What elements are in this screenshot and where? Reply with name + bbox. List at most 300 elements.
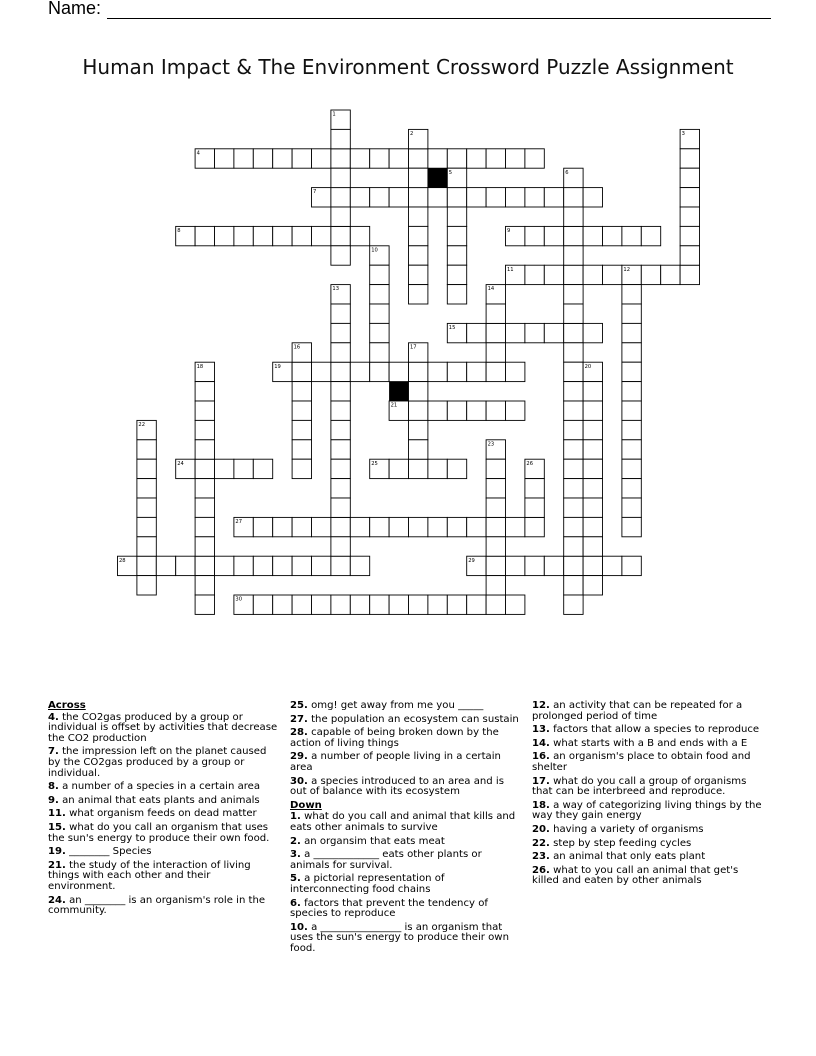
clue-number: 16. (532, 751, 550, 763)
grid-cell[interactable] (486, 323, 505, 342)
clue-text: the CO2gas produced by a group or individual is offset by activities that decrease the CO2 production (48, 711, 278, 744)
grid-cell[interactable] (680, 207, 699, 226)
grid-cell[interactable] (331, 362, 350, 381)
grid-cell[interactable] (583, 401, 602, 420)
grid-cell[interactable] (215, 459, 234, 478)
grid-cell[interactable] (370, 343, 389, 362)
clue-text: the study of the interaction of living things with each other and their environment. (48, 859, 251, 892)
grid-cell[interactable] (544, 323, 563, 342)
grid-cell[interactable] (583, 382, 602, 401)
grid-cell[interactable] (564, 576, 583, 595)
grid-cell[interactable] (622, 304, 641, 323)
grid-cell[interactable] (583, 420, 602, 439)
grid-cell[interactable] (447, 401, 466, 420)
name-label: Name: (48, 0, 102, 18)
grid-cell[interactable] (486, 188, 505, 207)
clue-number-24: 24 (177, 460, 184, 467)
grid-cell[interactable] (525, 188, 544, 207)
grid-cell[interactable] (564, 188, 583, 207)
grid-cell[interactable] (583, 459, 602, 478)
clue-text: an organism's place to obtain food and shelter (532, 751, 751, 773)
grid-cell[interactable] (409, 517, 428, 536)
grid-cell[interactable] (583, 226, 602, 245)
grid-cell[interactable] (331, 343, 350, 362)
clue-number-13: 13 (332, 286, 340, 293)
grid-cell[interactable] (370, 285, 389, 304)
grid-cell[interactable] (564, 517, 583, 536)
grid-cell[interactable] (195, 517, 214, 536)
grid-cell[interactable] (331, 168, 350, 187)
grid-cell[interactable] (486, 401, 505, 420)
clue-number: 20. (532, 823, 550, 835)
grid-cell[interactable] (467, 362, 486, 381)
grid-cell[interactable] (564, 246, 583, 265)
grid-cell[interactable] (486, 595, 505, 614)
grid-cell[interactable] (370, 517, 389, 536)
grid-cell[interactable] (195, 479, 214, 498)
grid-cell[interactable] (350, 149, 369, 168)
grid-cell[interactable] (622, 440, 641, 459)
grid-cell[interactable] (195, 556, 214, 575)
grid-cell[interactable] (389, 595, 408, 614)
grid-cell[interactable] (428, 401, 447, 420)
grid-cell[interactable] (680, 149, 699, 168)
grid-cell[interactable] (583, 188, 602, 207)
grid-cell[interactable] (525, 498, 544, 517)
grid-cell[interactable] (273, 556, 292, 575)
grid-cell[interactable] (215, 149, 234, 168)
grid-cell[interactable] (370, 362, 389, 381)
grid-cell[interactable] (253, 459, 272, 478)
clue-number-17: 17 (410, 344, 417, 351)
grid-cell[interactable] (564, 382, 583, 401)
grid-cell[interactable] (525, 226, 544, 245)
grid-cell[interactable] (622, 382, 641, 401)
grid-cell[interactable] (564, 304, 583, 323)
grid-cell[interactable] (370, 595, 389, 614)
clue-number: 13. (532, 724, 550, 736)
grid-cell[interactable] (622, 420, 641, 439)
grid-cell[interactable] (486, 498, 505, 517)
clue-text: the impression left on the planet caused by the CO2gas produced by a group or individual. (48, 746, 267, 779)
grid-cell[interactable] (137, 498, 156, 517)
clue-number-23: 23 (487, 441, 495, 448)
grid-cell[interactable] (370, 323, 389, 342)
grid-cell[interactable] (195, 595, 214, 614)
down-clue (290, 923, 522, 955)
grid-cell[interactable] (331, 226, 350, 245)
grid-cell[interactable] (564, 479, 583, 498)
grid-cell[interactable] (409, 420, 428, 439)
clue-number-14: 14 (487, 286, 495, 293)
grid-cell[interactable] (292, 382, 311, 401)
grid-cell[interactable] (409, 226, 428, 245)
grid-cell[interactable] (350, 226, 369, 245)
grid-cell[interactable] (176, 556, 195, 575)
grid-cell[interactable] (564, 537, 583, 556)
grid-cell[interactable] (292, 440, 311, 459)
grid-cell[interactable] (312, 149, 331, 168)
grid-cell[interactable] (506, 556, 525, 575)
grid-cell[interactable] (389, 149, 408, 168)
grid-cell[interactable] (350, 517, 369, 536)
grid-cell[interactable] (331, 556, 350, 575)
grid-cell[interactable] (603, 556, 622, 575)
grid-cell[interactable] (137, 440, 156, 459)
grid-cell[interactable] (409, 595, 428, 614)
grid-cell[interactable] (486, 459, 505, 478)
grid-cell[interactable] (389, 517, 408, 536)
clue-text: omg! get away from me you _____ (307, 700, 484, 711)
grid-cell[interactable] (195, 459, 214, 478)
grid-cell[interactable] (370, 265, 389, 284)
grid-cell[interactable] (525, 517, 544, 536)
grid-cell[interactable] (583, 517, 602, 536)
grid-cell[interactable] (525, 556, 544, 575)
grid-cell[interactable] (234, 226, 253, 245)
clue-number-16: 16 (293, 344, 301, 351)
grid-cell[interactable] (486, 556, 505, 575)
grid-cell[interactable] (312, 362, 331, 381)
grid-cell[interactable] (447, 595, 466, 614)
grid-cell[interactable] (428, 362, 447, 381)
grid-cell[interactable] (603, 226, 622, 245)
grid-cell[interactable] (447, 188, 466, 207)
grid-cell[interactable] (389, 459, 408, 478)
grid-cell[interactable] (564, 226, 583, 245)
grid-cell[interactable] (292, 459, 311, 478)
clue-number: 6. (290, 897, 301, 909)
grid-cell[interactable] (273, 517, 292, 536)
grid-cell[interactable] (350, 595, 369, 614)
clue-number: 1. (290, 811, 301, 823)
grid-cell[interactable] (622, 226, 641, 245)
grid-cell[interactable] (409, 246, 428, 265)
grid-cell[interactable] (292, 556, 311, 575)
clue-text: a species introduced to an area and is out of balance with its ecosystem (290, 775, 504, 798)
grid-cell[interactable] (370, 188, 389, 207)
grid-cell[interactable] (564, 323, 583, 342)
clue-number-28: 28 (119, 557, 126, 564)
clue-number-22: 22 (138, 422, 146, 428)
grid-cell[interactable] (583, 440, 602, 459)
grid-cell[interactable] (564, 343, 583, 362)
grid-cell[interactable] (680, 265, 699, 284)
grid-cell[interactable] (447, 207, 466, 226)
clue-number: 15. (48, 821, 66, 833)
clue-text: an animal that only eats plant (549, 851, 706, 863)
grid-cell[interactable] (680, 168, 699, 187)
grid-cell[interactable] (234, 149, 253, 168)
grid-cell[interactable] (428, 517, 447, 536)
grid-cell[interactable] (506, 149, 525, 168)
grid-cell[interactable] (292, 517, 311, 536)
grid-cell[interactable] (273, 226, 292, 245)
grid-cell[interactable] (331, 459, 350, 478)
grid-cell[interactable] (195, 440, 214, 459)
grid-cell[interactable] (447, 246, 466, 265)
grid-cell[interactable] (409, 207, 428, 226)
grid-cell[interactable] (564, 401, 583, 420)
grid-cell[interactable] (467, 595, 486, 614)
grid-cell[interactable] (486, 304, 505, 323)
clue-number: 21. (48, 859, 66, 871)
across-clue (290, 777, 522, 798)
clue-text: a number of people living in a certain area (290, 751, 501, 773)
grid-cell[interactable] (195, 401, 214, 420)
grid-cell[interactable] (292, 420, 311, 439)
clue-number: 10. (290, 921, 308, 933)
grid-cell[interactable] (292, 401, 311, 420)
grid-cell[interactable] (137, 517, 156, 536)
grid-cell[interactable] (312, 226, 331, 245)
grid-cell[interactable] (253, 149, 272, 168)
grid-cell[interactable] (447, 517, 466, 536)
across-clue (290, 728, 522, 749)
grid-cell[interactable] (370, 149, 389, 168)
grid-cell[interactable] (447, 265, 466, 284)
grid-cell[interactable] (525, 149, 544, 168)
grid-cell[interactable] (409, 401, 428, 420)
grid-cell[interactable] (350, 188, 369, 207)
grid-cell[interactable] (331, 304, 350, 323)
grid-cell[interactable] (467, 188, 486, 207)
grid-cell[interactable] (331, 595, 350, 614)
grid-cell[interactable] (195, 382, 214, 401)
grid-cell[interactable] (137, 479, 156, 498)
grid-cell[interactable] (350, 362, 369, 381)
clue-number: 8. (48, 781, 59, 793)
clue-text: capable of being broken down by the action of living things (290, 727, 499, 749)
grid-cell[interactable] (409, 382, 428, 401)
grid-cell[interactable] (137, 537, 156, 556)
grid-cell[interactable] (331, 537, 350, 556)
grid-cell[interactable] (583, 479, 602, 498)
grid-cell[interactable] (564, 420, 583, 439)
grid-cell[interactable] (234, 459, 253, 478)
grid-cell[interactable] (447, 149, 466, 168)
grid-cell[interactable] (486, 537, 505, 556)
grid-cell[interactable] (331, 498, 350, 517)
grid-cell[interactable] (389, 362, 408, 381)
grid-cell[interactable] (273, 149, 292, 168)
grid-cell[interactable] (680, 246, 699, 265)
grid-cell[interactable] (583, 556, 602, 575)
grid-cell[interactable] (137, 459, 156, 478)
clue-number: 24. (48, 894, 66, 906)
grid-cell[interactable] (506, 362, 525, 381)
grid-cell[interactable] (467, 401, 486, 420)
grid-cell[interactable] (622, 556, 641, 575)
grid-cell[interactable] (331, 129, 350, 148)
grid-cell[interactable] (331, 382, 350, 401)
grid-cell[interactable] (544, 188, 563, 207)
grid-cell[interactable] (641, 265, 660, 284)
grid-cell[interactable] (467, 323, 486, 342)
clue-text: an organsim that eats meat (300, 835, 445, 847)
clue-text: step by step feeding cycles (549, 837, 692, 849)
grid-cell[interactable] (350, 556, 369, 575)
grid-cell[interactable] (583, 323, 602, 342)
grid-cell[interactable] (622, 459, 641, 478)
grid-cell[interactable] (680, 226, 699, 245)
grid-cell[interactable] (525, 265, 544, 284)
clue-text: a way of categorizing living things by the way they gain energy (532, 799, 762, 822)
grid-cell[interactable] (331, 401, 350, 420)
grid-cell[interactable] (544, 265, 563, 284)
grid-cell[interactable] (622, 517, 641, 536)
grid-cell[interactable] (409, 188, 428, 207)
grid-cell[interactable] (447, 226, 466, 245)
grid-cell[interactable] (195, 420, 214, 439)
grid-cell[interactable] (622, 323, 641, 342)
grid-cell[interactable] (428, 459, 447, 478)
grid-cell[interactable] (331, 420, 350, 439)
grid-cell[interactable] (253, 556, 272, 575)
grid-cell[interactable] (564, 556, 583, 575)
grid-cell[interactable] (292, 226, 311, 245)
grid-cell[interactable] (195, 498, 214, 517)
grid-cell[interactable] (215, 556, 234, 575)
grid-cell[interactable] (506, 188, 525, 207)
across-clue (48, 823, 280, 844)
grid-cell[interactable] (583, 537, 602, 556)
grid-cell[interactable] (622, 343, 641, 362)
grid-cell[interactable] (622, 362, 641, 381)
grid-cell[interactable] (506, 401, 525, 420)
grid-cell[interactable] (331, 517, 350, 536)
grid-cell[interactable] (603, 265, 622, 284)
clue-number: 25. (290, 700, 308, 711)
grid-cell[interactable] (506, 323, 525, 342)
grid-cell[interactable] (506, 595, 525, 614)
grid-cell[interactable] (331, 440, 350, 459)
grid-cell[interactable] (312, 595, 331, 614)
grid-cell[interactable] (331, 246, 350, 265)
black-cell (428, 168, 447, 187)
clue-number-27: 27 (235, 519, 243, 525)
grid-cell[interactable] (331, 207, 350, 226)
grid-cell[interactable] (564, 285, 583, 304)
grid-cell[interactable] (525, 479, 544, 498)
grid-cell[interactable] (312, 556, 331, 575)
grid-cell[interactable] (292, 149, 311, 168)
clue-number: 19. (48, 846, 66, 858)
grid-cell[interactable] (564, 498, 583, 517)
grid-cell[interactable] (486, 517, 505, 536)
grid-cell[interactable] (409, 149, 428, 168)
grid-cell[interactable] (331, 149, 350, 168)
grid-cell[interactable] (564, 595, 583, 614)
grid-cell[interactable] (486, 149, 505, 168)
grid-cell[interactable] (312, 517, 331, 536)
grid-cell[interactable] (195, 576, 214, 595)
down-clue (532, 777, 768, 798)
grid-cell[interactable] (641, 226, 660, 245)
grid-cell[interactable] (409, 362, 428, 381)
grid-cell[interactable] (564, 440, 583, 459)
grid-cell[interactable] (331, 188, 350, 207)
clue-number-2: 2 (410, 131, 414, 137)
clue-heading: Down (290, 799, 322, 811)
grid-cell[interactable] (564, 207, 583, 226)
grid-cell[interactable] (370, 304, 389, 323)
grid-cell[interactable] (447, 285, 466, 304)
clue-number: 14. (532, 737, 550, 749)
grid-cell[interactable] (253, 595, 272, 614)
grid-cell[interactable] (506, 517, 525, 536)
grid-cell[interactable] (447, 362, 466, 381)
grid-cell[interactable] (661, 265, 680, 284)
down-clue (532, 701, 768, 722)
grid-cell[interactable] (486, 362, 505, 381)
grid-cell[interactable] (544, 226, 563, 245)
grid-cell[interactable] (292, 362, 311, 381)
grid-cell[interactable] (409, 285, 428, 304)
grid-cell[interactable] (156, 556, 175, 575)
grid-cell[interactable] (331, 479, 350, 498)
grid-cell[interactable] (486, 343, 505, 362)
grid-cell[interactable] (583, 576, 602, 595)
grid-cell[interactable] (195, 537, 214, 556)
grid-cell[interactable] (389, 188, 408, 207)
grid-cell[interactable] (273, 595, 292, 614)
grid-cell[interactable] (137, 576, 156, 595)
grid-cell[interactable] (215, 226, 234, 245)
grid-cell[interactable] (583, 498, 602, 517)
down-clue (290, 850, 522, 871)
grid-cell[interactable] (137, 556, 156, 575)
grid-cell[interactable] (331, 323, 350, 342)
clue-number-30: 30 (235, 596, 243, 603)
grid-cell[interactable] (486, 576, 505, 595)
grid-cell[interactable] (253, 517, 272, 536)
grid-cell[interactable] (486, 479, 505, 498)
clues-column-2 (290, 701, 522, 957)
grid-cell[interactable] (544, 556, 563, 575)
grid-cell[interactable] (467, 149, 486, 168)
grid-cell[interactable] (292, 595, 311, 614)
grid-cell[interactable] (409, 168, 428, 187)
grid-cell[interactable] (409, 265, 428, 284)
grid-cell[interactable] (622, 401, 641, 420)
grid-cell[interactable] (680, 188, 699, 207)
grid-cell[interactable] (622, 285, 641, 304)
grid-cell[interactable] (525, 323, 544, 342)
grid-cell[interactable] (409, 440, 428, 459)
grid-cell[interactable] (195, 226, 214, 245)
grid-cell[interactable] (564, 459, 583, 478)
grid-cell[interactable] (622, 498, 641, 517)
grid-cell[interactable] (234, 556, 253, 575)
grid-cell[interactable] (428, 188, 447, 207)
grid-cell[interactable] (253, 226, 272, 245)
down-clue (290, 874, 522, 895)
grid-cell[interactable] (467, 517, 486, 536)
grid-cell[interactable] (564, 362, 583, 381)
grid-cell[interactable] (428, 595, 447, 614)
grid-cell[interactable] (564, 265, 583, 284)
grid-cell[interactable] (583, 265, 602, 284)
grid-cell[interactable] (622, 479, 641, 498)
clue-text: what organism feeds on dead matter (65, 808, 257, 820)
grid-cell[interactable] (409, 459, 428, 478)
clue-number: 23. (532, 851, 550, 863)
grid-cell[interactable] (428, 149, 447, 168)
clue-text: ________ Species (65, 846, 152, 858)
grid-cell[interactable] (447, 459, 466, 478)
clue-number-7: 7 (313, 189, 317, 196)
